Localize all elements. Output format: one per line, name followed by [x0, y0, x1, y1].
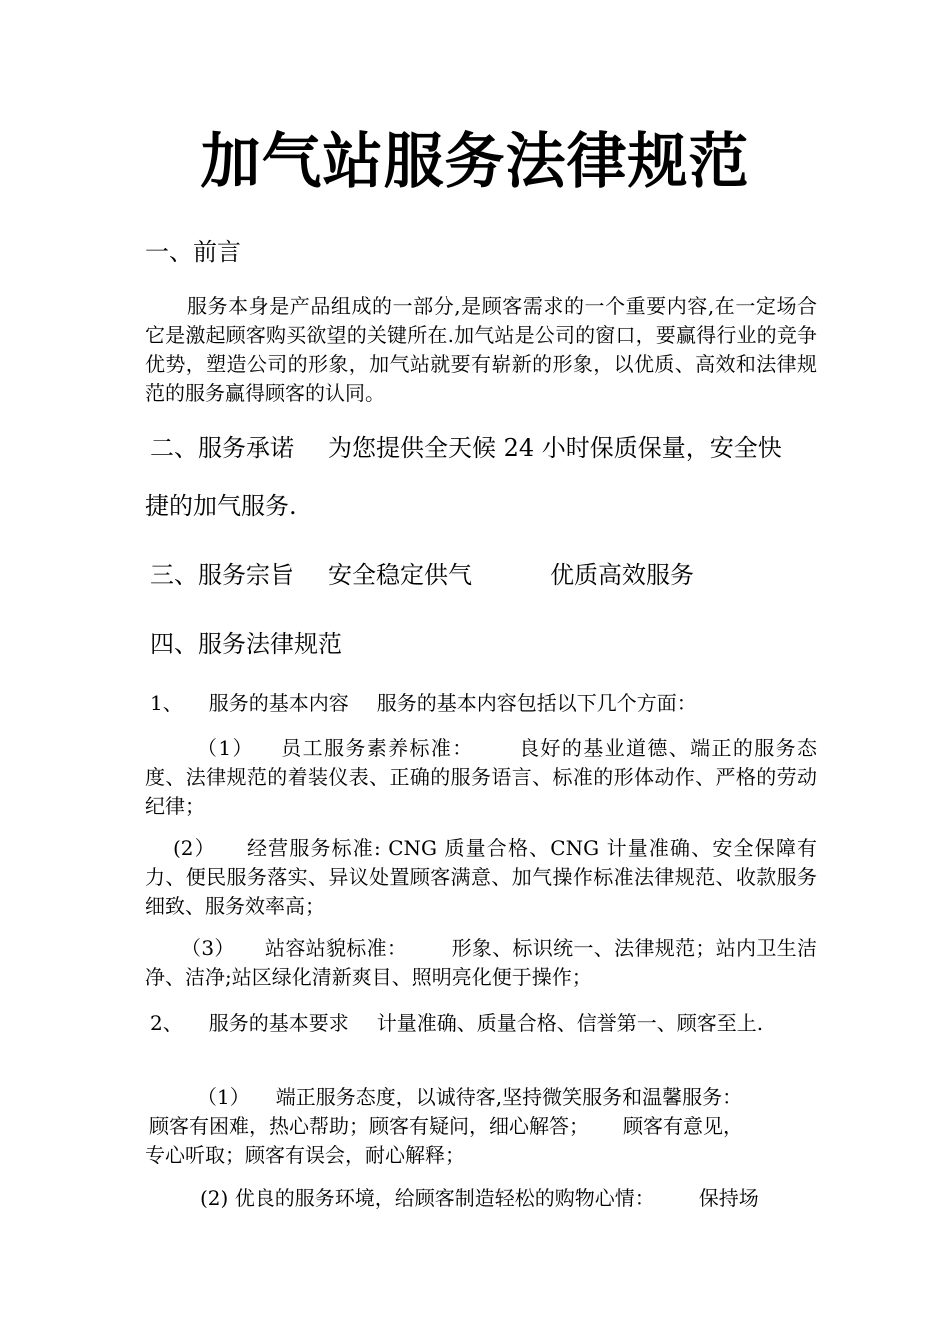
tenet-item-2: 优质高效服务	[550, 561, 694, 589]
norm-item-1-3-text: 形象、标识统一、法律规范；站内卫生洁净、洁净;站区绿化清新爽目、照明亮化便于操作；	[145, 936, 818, 989]
service-commitment-line	[150, 432, 820, 464]
norm-item-1-number: 1、	[150, 691, 183, 715]
preface-paragraph: 服务本身是产品组成的一部分,是顾客需求的一个重要内容,在一定场合它是激起顾客购买欲望的关键所在.加气站是公司的窗口，要赢得行业的竞争优势，塑造公司的形象，加气站就要有崭新的形象，以优质、高效和法律规范的服务赢得顾客的认同。	[145, 294, 817, 405]
document-title: 加气站服务法律规范	[200, 127, 750, 197]
norm-item-2-1-detail-a-line	[149, 1112, 819, 1141]
norm-item-2-2-number: (2)	[200, 1186, 229, 1210]
norm-item-1-label: 服务的基本内容	[208, 691, 349, 715]
norm-item-1-3-number: （3）	[181, 936, 235, 960]
norm-item-2-label: 服务的基本要求	[208, 1011, 349, 1035]
tenet-item-1: 安全稳定供气	[328, 561, 472, 589]
norm-item-1-1-text: 良好的基业道德、端正的服务态度、法律规范的着装仪表、正确的服务语言、标准的形体动作、严格的劳动纪律；	[145, 736, 818, 818]
norm-item-2-1-number: （1）	[197, 1085, 250, 1109]
section-heading-tenet: 三、服务宗旨	[150, 561, 294, 589]
norm-item-1-1-label: 员工服务素养标准：	[279, 736, 474, 760]
norm-item-2-text: 计量准确、质量合格、信誉第一、顾客至上.	[376, 1011, 764, 1035]
norm-item-2-1-text: 端正服务态度，以诚待客,坚持微笑服务和温馨服务：	[275, 1085, 743, 1109]
section-heading-norms: 四、服务法律规范	[150, 630, 342, 658]
norm-item-1-1-number: （1）	[197, 736, 254, 760]
norm-item-1-2-text: CNG 质量合格、CNG 计量准确、安全保障有力、便民服务落实、异议处置顾客满意、加气操作标准法律规范、收款服务细致、服务效率高；	[145, 836, 817, 918]
section-heading-commitment: 二、服务承诺	[150, 434, 294, 462]
norm-item-2-1-detail-b-line: 专心听取；顾客有误会，耐心解释；	[145, 1143, 465, 1167]
norm-item-2-2	[200, 1184, 870, 1213]
norm-item-1-3	[145, 934, 817, 992]
norm-item-2	[145, 1009, 817, 1038]
norm-item-2-1-detail-a: 顾客有困难，热心帮助；顾客有疑问，细心解答；	[149, 1114, 589, 1138]
commitment-text-continued: 捷的加气服务.	[145, 492, 297, 520]
norm-item-1-1	[145, 734, 817, 821]
norm-item-1-2-number: (2）	[173, 836, 216, 860]
service-tenet-line	[150, 559, 820, 591]
norm-item-2-2-text: 优良的服务环境，给顾客制造轻松的购物心情：	[234, 1186, 655, 1210]
norm-item-1	[150, 689, 820, 718]
norm-item-2-number: 2、	[150, 1011, 183, 1035]
commitment-text: 为您提供全天候 24 小时保质保量，安全快	[328, 434, 782, 462]
norm-item-2-2-tail: 保持场	[698, 1186, 759, 1210]
norm-item-1-2	[145, 834, 817, 921]
norm-item-1-text: 服务的基本内容包括以下几个方面：	[376, 691, 697, 715]
norm-item-2-1-detail-b-start: 顾客有意见，	[623, 1114, 743, 1138]
section-heading-preface: 一、前言	[145, 238, 241, 266]
norm-item-1-3-label: 站容站貌标准：	[264, 936, 408, 960]
norm-item-1-2-label: 经营服务标准:	[245, 836, 381, 860]
norm-item-2-1	[197, 1083, 867, 1112]
